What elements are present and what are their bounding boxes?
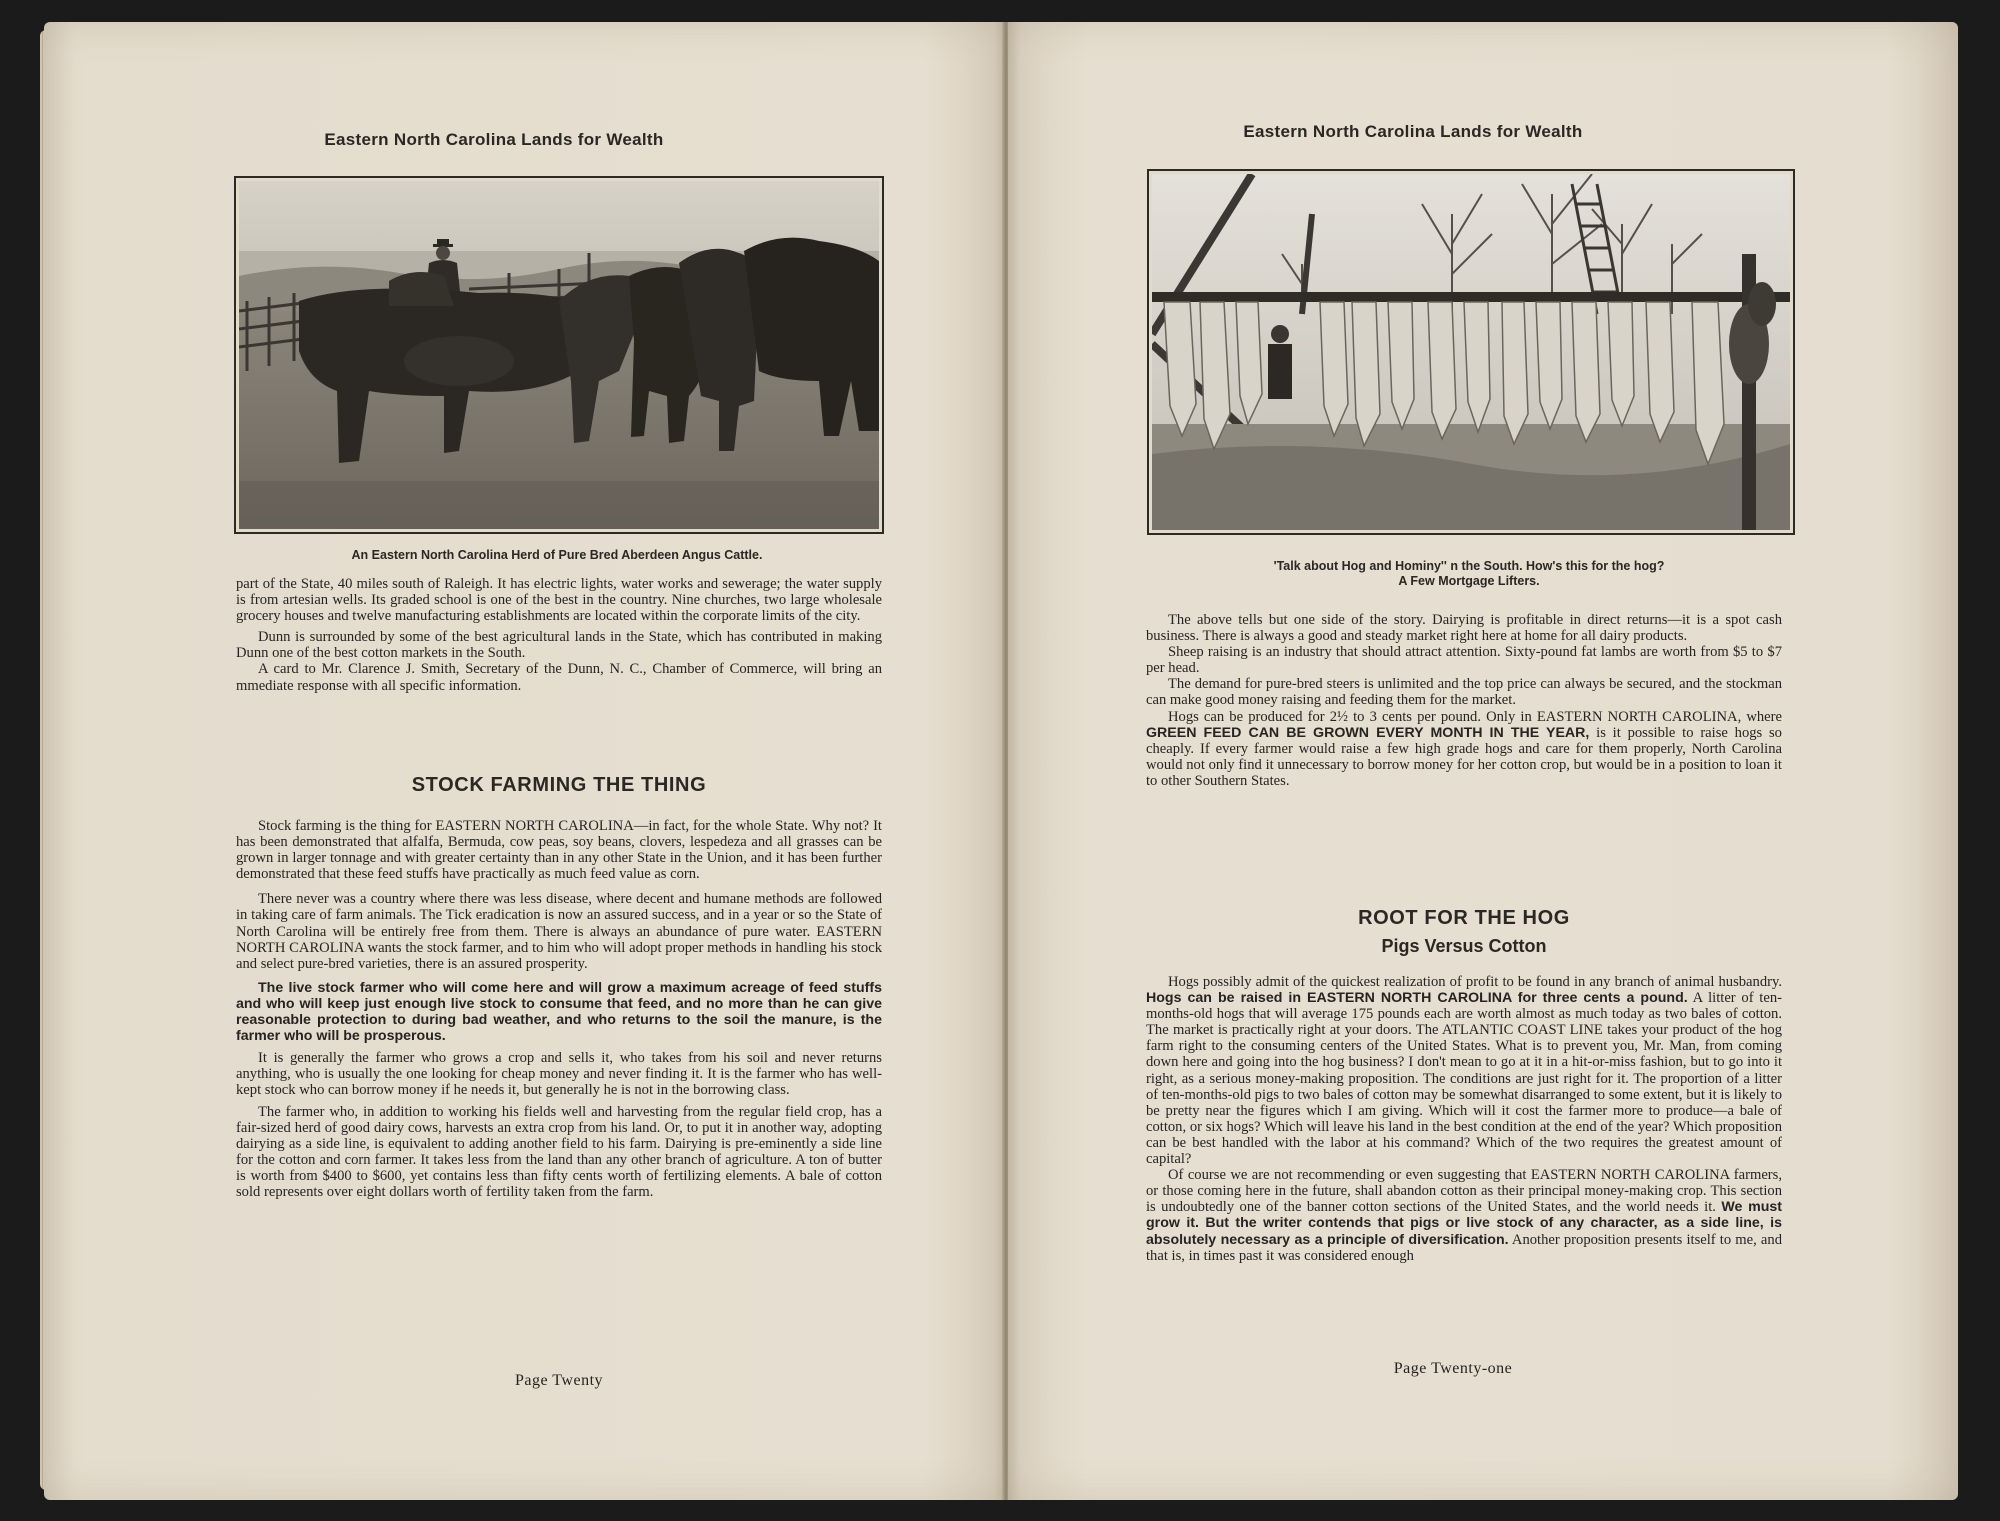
intro-text [236, 576, 882, 694]
caption-line-2: A Few Mortgage Lifters. [1398, 574, 1540, 588]
paragraph: part of the State, 40 miles south of Raleigh. It has electric lights, water works and sewerage; the water supply is from artesian wells. Its graded school is one of the best in the country. Nine churches, two large wholesale grocery houses and twelve manufacturing establishments are located within the corporate limits of the city. [236, 576, 882, 625]
section-title: STOCK FARMING THE THING [411, 774, 707, 796]
bold-run: GREEN FEED CAN BE GROWN EVERY MONTH IN THE YEAR, [1146, 724, 1590, 741]
paragraph: The demand for pure-bred steers is unlimited and the top price can always be secured, and the stockman can make good money raising and feeding them for the market. [1146, 676, 1782, 709]
photo-caption: An Eastern North Carolina Herd of Pure Bred Aberdeen Angus Cattle. [351, 548, 763, 562]
paragraph [1146, 974, 1782, 1167]
bold-run: Hogs can be raised in EASTERN NORTH CAROLINA for three cents a pound. [1146, 990, 1688, 1007]
text-run: Hogs can be produced for 2½ to 3 cents per pound. Only in EASTERN NORTH CAROLINA, where [1168, 708, 1782, 725]
paragraph: Stock farming is the thing for EASTERN NORTH CAROLINA—in fact, for the whole State. Why not? It has been demonstrated that alfalfa, Bermuda, cow peas, soy beans, clovers, lespedeza and all grasses can be grown in larger tonnage and with greater certainty than in any other State in the Union, and it has been further demonstrated that these feed stuffs have practically as much feed value as corn. [236, 818, 882, 883]
section-text [236, 818, 882, 1200]
cattle-photo [234, 176, 884, 534]
paragraph: It is generally the farmer who grows a crop and sells it, who takes from his soil and never returns anything, who is usually the one looking for cheap money and never finding it. It is the farmer who has well-kept stock who can borrow money if he needs it, but generally he is not in the borrowing class. [236, 1050, 882, 1099]
page-number: Page Twenty-one [1393, 1360, 1513, 1377]
text-run: is it possible to raise hogs so cheaply. If every farmer would raise a few high grade hogs and care for them properly, North Carolina would not only find it unnecessary to borrow money for her cotton crop, but would be in a position to loan it to other Southern States. [1146, 724, 1782, 789]
right-page [1008, 22, 1958, 1500]
hogs-illustration [1152, 174, 1790, 530]
paragraph: A card to Mr. Clarence J. Smith, Secretary of the Dunn, N. C., Chamber of Commerce, will bring an mmediate response with all specific information. [236, 661, 882, 694]
photo-caption [1147, 559, 1791, 589]
book-spread [40, 22, 1960, 1500]
text-run: A litter of ten-months-old hogs that will average 175 pounds each are worth almost as much today as two bales of cotton. The market is practically right at your doors. The ATLANTIC COAST LINE takes your product of the hog farm right to the consuming centers of the United States. What is to prevent you, Mr. Man, from coming down here and going into the hog business? I don't mean to go at it in a hit-or-miss fashion, but to go into it right, as a serious money-making proposition. The conditions are just right for it. The proportion of a litter of ten-months-old pigs to two bales of cotton may be somewhat disarranged to some extent, but it is likely to be pretty near the figures which I am giving. Which will it cost the farmer more to produce—a bale of cotton, or six hogs? Which will leave his land in the best condition at the end of the year? Which proposition can be best handled with the labor at his command? Which of the two requires the greatest amount of capital? [1146, 990, 1782, 1168]
paragraph [1146, 709, 1782, 789]
section-subtitle: Pigs Versus Cotton [1381, 936, 1547, 956]
cattle-illustration [239, 181, 879, 529]
bold-paragraph: The live stock farmer who will come here and will grow a maximum acreage of feed stuffs and who will keep just enough live stock to consume that feed, and no more than he can give reasonable protection to during bad weather, and who returns to the soil the manure, is the farmer who will be prosperous. [236, 979, 882, 1045]
hogs-photo [1147, 169, 1795, 535]
text-run: Hogs possibly admit of the quickest realization of profit to be found in any branch of animal husbandry. [1168, 974, 1782, 990]
paragraph: There never was a country where there was less disease, where decent and humane methods are followed in taking care of farm animals. The Tick eradication is now an assured success, and in a year or so the State of North Carolina will be entirely free from them. There is always an abundance of pure water. EASTERN NORTH CAROLINA wants the stock farmer, and to him who will adopt proper methods in handling his stock and select pure-bred varieties, there is an assured prosperity. [236, 891, 882, 972]
paragraph: Dunn is surrounded by some of the best agricultural lands in the State, which has contributed in making Dunn one of the best cotton markets in the South. [236, 629, 882, 662]
page-number: Page Twenty [514, 1372, 604, 1389]
running-head: Eastern North Carolina Lands for Wealth [324, 130, 664, 149]
running-head: Eastern North Carolina Lands for Wealth [1243, 122, 1583, 141]
lower-text [1146, 974, 1782, 1264]
left-page [44, 22, 1006, 1500]
text-run: Another proposition presents itself to me, and that is, in times past it was considered enough [1146, 1231, 1782, 1264]
upper-text [1146, 612, 1782, 789]
paragraph: The farmer who, in addition to working his fields well and harvesting from the regular field crop, has a fair-sized herd of good dairy cows, harvests an extra crop from his land. Or, to put it in another way, adopting dairying as a side line, is equivalent to adding another field to his farm. Dairying is pre-eminently a side line for the cotton and corn farmer. It takes less from the land than any other branch of agriculture. A ton of butter is worth from $400 to $600, yet contains less than fifty cents worth of fertilizing elements. A bale of cotton sold represents over eight dollars worth of fertility taken from the farm. [236, 1103, 882, 1200]
text-run: Of course we are not recommending or even suggesting that EASTERN NORTH CAROLINA farmers, or those coming here in the future, shall abandon cotton as their principal money-making crop. This section is undoubtedly one of the banner cotton sections of the United States, and the world needs it. [1146, 1167, 1782, 1216]
paragraph: Sheep raising is an industry that should attract attention. Sixty-pound fat lambs are worth from $5 to $7 per head. [1146, 644, 1782, 677]
paragraph: The above tells but one side of the story. Dairying is profitable in direct returns—it is a spot cash business. There is always a good and steady market right here at home for all dairy products. [1146, 612, 1782, 645]
bold-run: We must grow it. But the writer contends that pigs or live stock of any character, as a side line, is absolutely necessary as a principle of diversification. [1146, 1199, 1782, 1248]
caption-line-1: 'Talk about Hog and Hominy'' n the South. How's this for the hog? [1273, 559, 1665, 573]
section-title: ROOT FOR THE HOG [1358, 907, 1570, 929]
paragraph [1146, 1167, 1782, 1264]
